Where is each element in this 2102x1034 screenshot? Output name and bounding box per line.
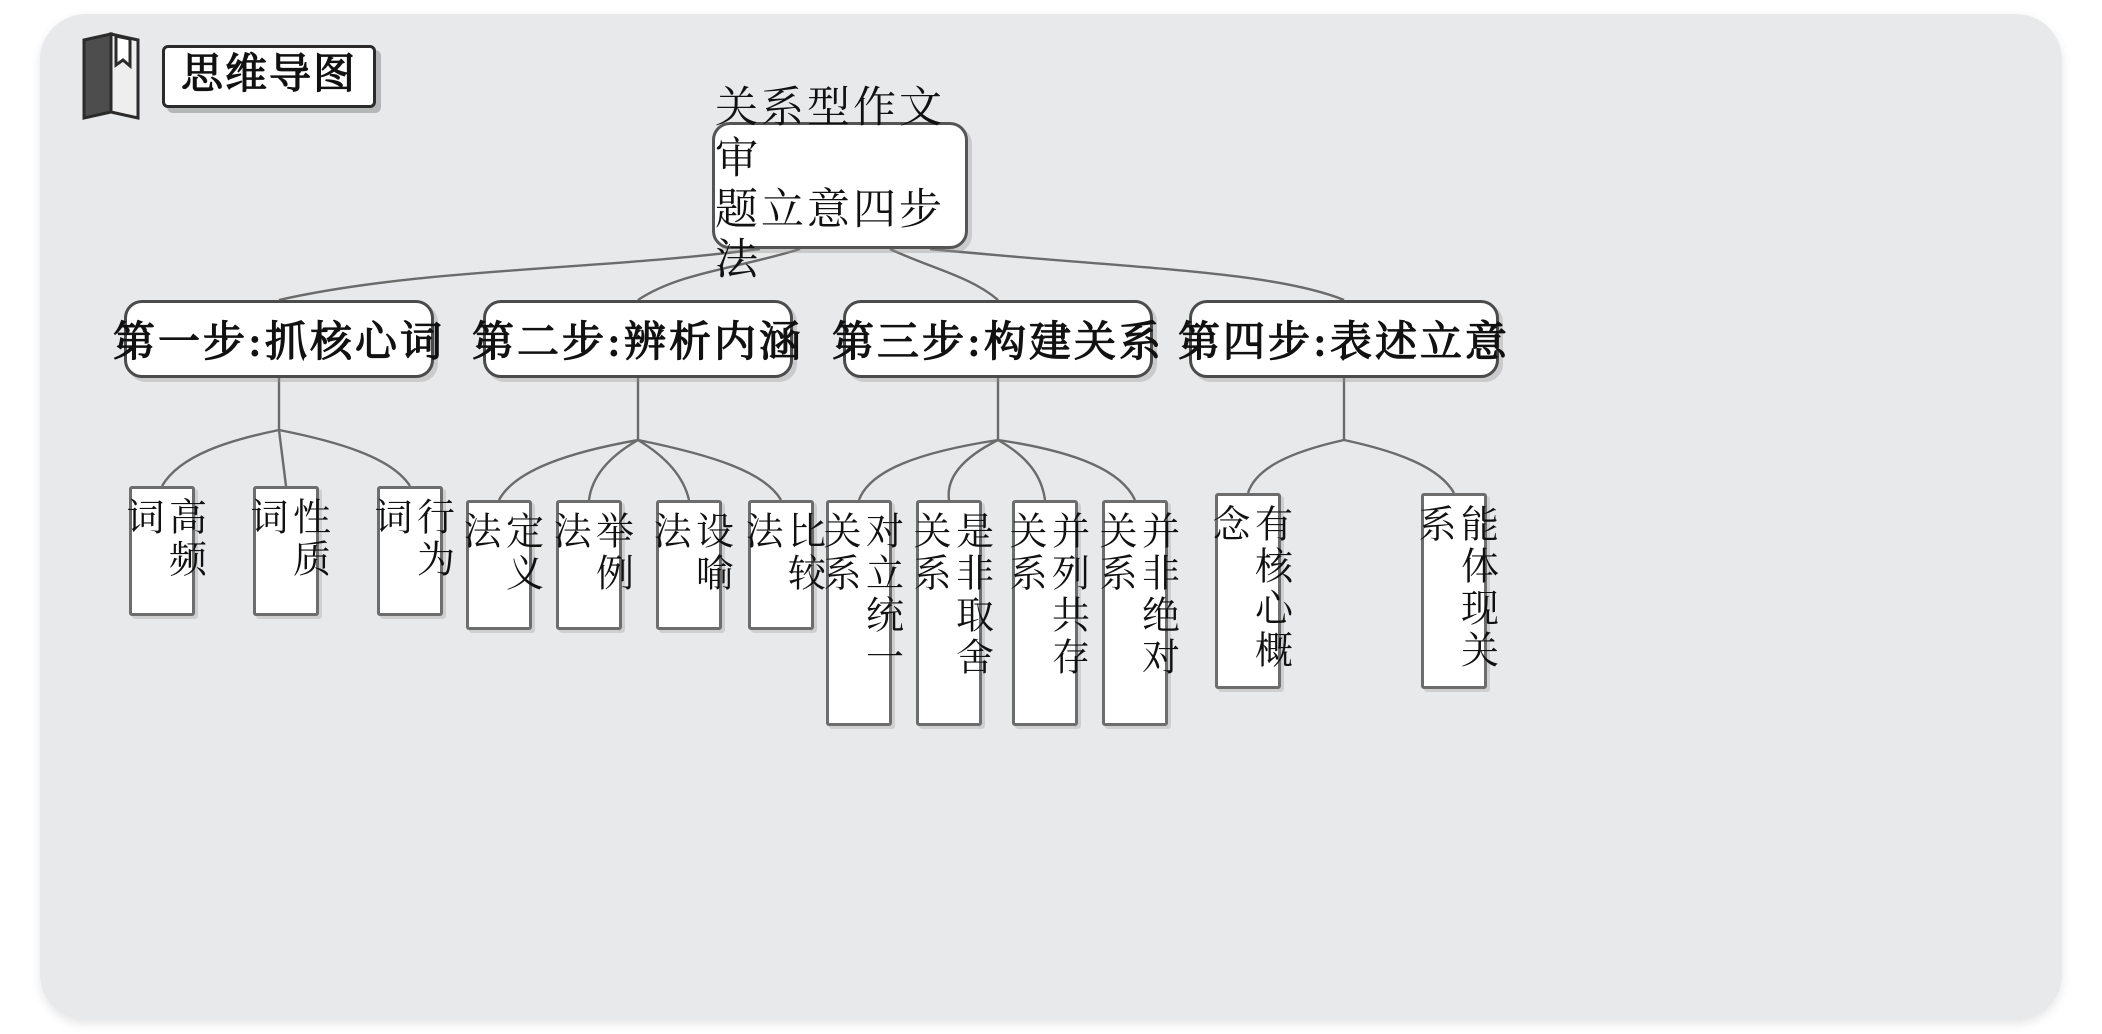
branch-node-step3[interactable]: 第三步:构建关系 [843,300,1153,378]
root-node[interactable] [712,85,968,285]
leaf-node[interactable]: 能体现关系 [1421,493,1487,689]
leaf-node[interactable]: 对立统一关系 [826,500,892,726]
leaf-node[interactable]: 举例法 [556,500,622,630]
header [78,32,376,120]
root-line-2: 题立意四步法 [715,186,945,285]
leaf-node[interactable]: 设喻法 [656,500,722,630]
leaf-node[interactable]: 性质词 [253,486,319,616]
leaf-node[interactable]: 高频词 [129,486,195,616]
leaf-node[interactable]: 是非取舍关系 [916,500,982,726]
leaf-node[interactable]: 并非绝对关系 [1102,500,1168,726]
leaf-node[interactable]: 比较法 [748,500,814,630]
title-badge [162,45,376,108]
leaf-node[interactable]: 行为词 [377,486,443,616]
branch-node-step2[interactable]: 第二步:辨析内涵 [483,300,793,378]
root-line-1: 关系型作文审 [715,85,945,183]
leaf-node[interactable]: 并列共存关系 [1012,500,1078,726]
leaf-node[interactable]: 有核心概念 [1215,493,1281,689]
leaf-node[interactable]: 定义法 [466,500,532,630]
title-text: 思维导图 [181,51,358,98]
branch-node-step1[interactable]: 第一步:抓核心词 [124,300,434,378]
book-icon [78,32,144,120]
branch-node-step4[interactable]: 第四步:表述立意 [1189,300,1499,378]
